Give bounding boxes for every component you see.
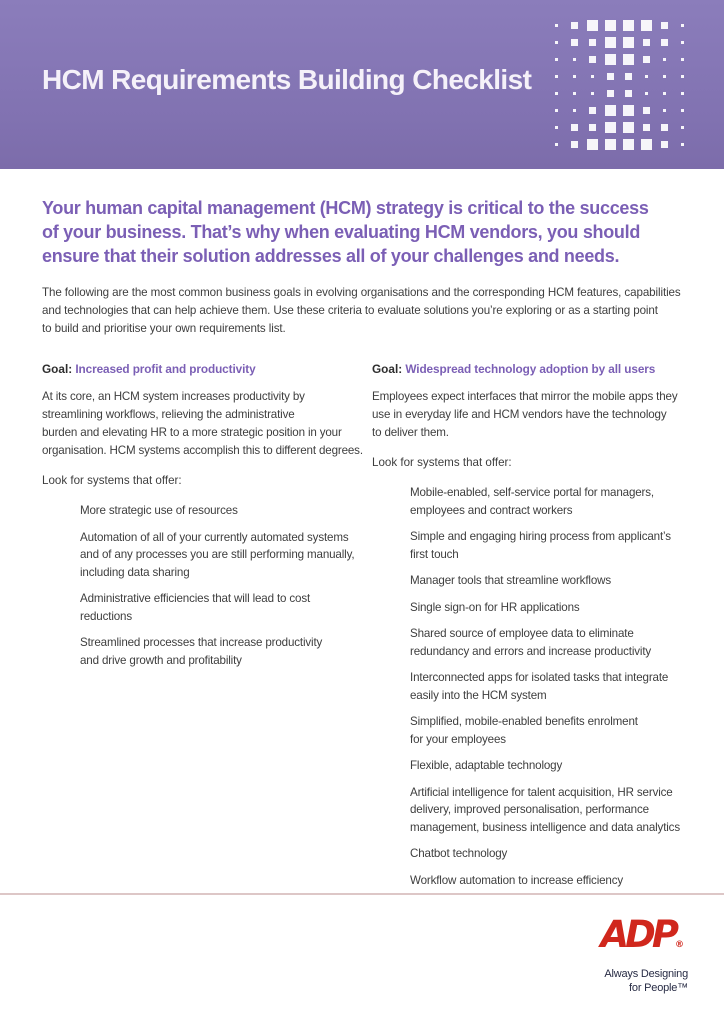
checklist-item: Simplified, mobile-enabled benefits enrolment for your employees xyxy=(410,715,638,746)
dot-icon xyxy=(619,17,637,34)
goal-description: Employees expect interfaces that mirror the mobile apps they use in everyday life and HCM vendors have the technology to deliver them. xyxy=(372,390,678,439)
dot-icon xyxy=(619,85,637,102)
dot-icon xyxy=(565,34,583,51)
checklist-items xyxy=(372,484,702,889)
goal-heading xyxy=(42,362,372,377)
dot-icon xyxy=(655,68,673,85)
dot-icon xyxy=(583,102,601,119)
dot-icon xyxy=(583,17,601,34)
document-body xyxy=(0,169,724,898)
adp-logo-text: ADP xyxy=(600,913,675,956)
goal-title: Widespread technology adoption by all users xyxy=(402,362,656,376)
dot-icon xyxy=(565,136,583,153)
dot-icon xyxy=(583,68,601,85)
dot-icon xyxy=(601,34,619,51)
list-intro: Look for systems that offer: xyxy=(372,456,512,469)
dot-icon xyxy=(565,85,583,102)
brand-block xyxy=(470,913,690,995)
dot-icon xyxy=(619,136,637,153)
dot-icon xyxy=(673,51,691,68)
checklist-item: Single sign-on for HR applications xyxy=(410,600,580,614)
dot-icon xyxy=(673,102,691,119)
dot-icon xyxy=(619,68,637,85)
dot-icon xyxy=(565,17,583,34)
dot-icon xyxy=(547,34,565,51)
dot-icon xyxy=(673,34,691,51)
dot-icon xyxy=(619,102,637,119)
dot-icon xyxy=(637,136,655,153)
checklist-item: Shared source of employee data to eliminate redundancy and errors and increase productivity xyxy=(410,627,652,658)
dot-icon xyxy=(601,68,619,85)
checklist-item: Flexible, adaptable technology xyxy=(410,759,563,772)
dot-icon xyxy=(655,17,673,34)
dot-icon xyxy=(673,136,691,153)
dot-icon xyxy=(565,51,583,68)
goal-columns xyxy=(42,362,724,898)
dot-icon xyxy=(565,102,583,119)
brand-tagline xyxy=(470,967,690,995)
checklist-item: Workflow automation to increase efficiency xyxy=(410,873,624,887)
dot-icon xyxy=(673,68,691,85)
dot-icon xyxy=(583,85,601,102)
dot-icon xyxy=(601,119,619,136)
dot-icon xyxy=(547,51,565,68)
dot-icon xyxy=(601,51,619,68)
dot-icon xyxy=(619,34,637,51)
dot-icon xyxy=(655,102,673,119)
goal-label: Goal: xyxy=(372,362,403,376)
dot-icon xyxy=(637,34,655,51)
checklist-item: Artificial intelligence for talent acquisition, HR service delivery, improved personalisation, performance management, business intelligence and data analytics xyxy=(410,785,680,834)
goal-column-2 xyxy=(372,362,702,898)
goal-description: At its core, an HCM system increases productivity by streamlining workflows, relieving the administrative burden and elevating HR to a more strategic position in your organisation. HCM systems accomplish this to different degrees. xyxy=(42,390,363,457)
intro-heading: Your human capital management (HCM) strategy is critical to the success of your business. That’s why when evaluating HCM vendors, you should ensure that their solution addresses all of your challenges and needs. xyxy=(42,198,649,266)
tagline-line-2: for People™ xyxy=(629,982,688,994)
checklist-item: Administrative efficiencies that will lead to cost reductions xyxy=(80,592,311,623)
registered-mark-icon: ® xyxy=(675,940,684,950)
checklist-items xyxy=(42,502,372,669)
dot-icon xyxy=(547,17,565,34)
checklist-item: Mobile-enabled, self-service portal for managers, employees and contract workers xyxy=(410,486,654,517)
dot-icon xyxy=(583,119,601,136)
goal-title: Increased profit and productivity xyxy=(72,362,256,376)
dot-icon xyxy=(637,119,655,136)
checklist-item: Streamlined processes that increase productivity and drive growth and profitability xyxy=(80,636,323,667)
dot-icon xyxy=(673,119,691,136)
dot-icon xyxy=(583,34,601,51)
dot-icon xyxy=(619,119,637,136)
dot-icon xyxy=(619,51,637,68)
dot-icon xyxy=(673,85,691,102)
dot-icon xyxy=(601,17,619,34)
dot-icon xyxy=(637,51,655,68)
checklist-item: Interconnected apps for isolated tasks that integrate easily into the HCM system xyxy=(410,671,669,702)
dot-icon xyxy=(547,136,565,153)
goal-column-1 xyxy=(42,362,372,898)
adp-logo xyxy=(470,913,690,964)
dot-icon xyxy=(637,85,655,102)
dot-icon xyxy=(637,102,655,119)
dot-grid-pattern-icon xyxy=(547,17,691,153)
dot-icon xyxy=(547,85,565,102)
checklist-item: Manager tools that streamline workflows xyxy=(410,574,611,587)
dot-icon xyxy=(547,102,565,119)
dot-icon xyxy=(655,136,673,153)
dot-icon xyxy=(601,85,619,102)
tagline-line-1: Always Designing xyxy=(604,968,688,980)
page-title: HCM Requirements Building Checklist xyxy=(42,64,532,95)
dot-icon xyxy=(655,34,673,51)
dot-icon xyxy=(601,102,619,119)
dot-icon xyxy=(637,17,655,34)
dot-icon xyxy=(655,119,673,136)
intro-paragraph: The following are the most common business goals in evolving organisations and the corresponding HCM features, capabilities and technologies that can help achieve them. Use these criteria to evaluate solutions you’re exploring or as a starting point to build and prioritise your own requirements list. xyxy=(42,286,681,335)
goal-heading xyxy=(372,362,702,377)
dot-icon xyxy=(655,51,673,68)
checklist-item: Automation of all of your currently automated systems and of any processes you are still performing manually, including data sharing xyxy=(80,530,355,579)
dot-icon xyxy=(547,68,565,85)
dot-icon xyxy=(583,51,601,68)
dot-icon xyxy=(637,68,655,85)
header-banner xyxy=(0,0,724,169)
goal-label: Goal: xyxy=(42,362,73,376)
dot-icon xyxy=(673,17,691,34)
dot-icon xyxy=(547,119,565,136)
dot-icon xyxy=(565,68,583,85)
footer-divider xyxy=(0,893,724,895)
checklist-item: Simple and engaging hiring process from applicant’s first touch xyxy=(410,530,671,561)
checklist-item: Chatbot technology xyxy=(410,847,508,860)
checklist-item: More strategic use of resources xyxy=(80,504,238,517)
dot-icon xyxy=(583,136,601,153)
dot-icon xyxy=(655,85,673,102)
list-intro: Look for systems that offer: xyxy=(42,474,182,487)
dot-icon xyxy=(565,119,583,136)
dot-icon xyxy=(601,136,619,153)
